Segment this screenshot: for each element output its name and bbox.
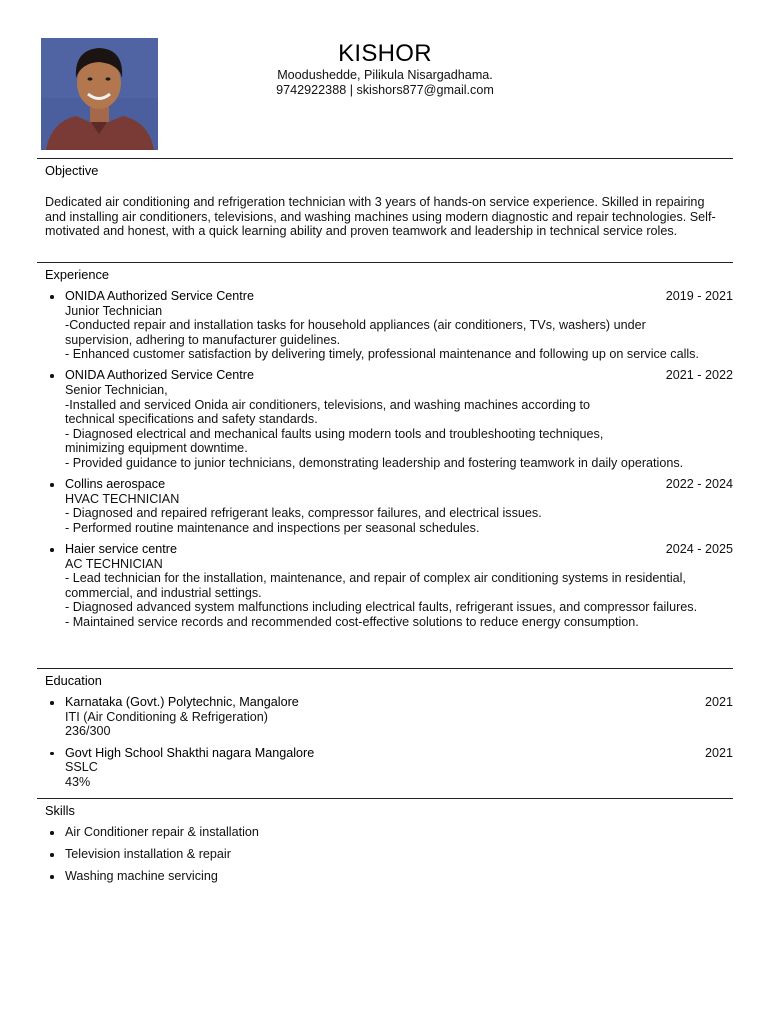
objective-heading: Objective bbox=[45, 163, 99, 178]
skills-list bbox=[37, 825, 733, 884]
experience-detail: - Enhanced customer satisfaction by delivering timely, professional maintenance and following up on service calls. bbox=[65, 347, 699, 362]
education-item bbox=[37, 695, 733, 739]
experience-role: Junior Technician bbox=[65, 303, 163, 318]
experience-role: HVAC TECHNICIAN bbox=[65, 491, 180, 506]
experience-role: Senior Technician, bbox=[65, 383, 168, 398]
skill-item: Television installation & repair bbox=[37, 847, 733, 862]
objective-section bbox=[37, 158, 733, 239]
experience-detail: -Installed and serviced Onida air conditioners, televisions, and washing machines according to technical specifications and safety standards. bbox=[65, 397, 591, 427]
experience-detail: - Performed routine maintenance and inspections per seasonal schedules. bbox=[65, 520, 480, 535]
education-school: Govt High School Shakthi nagara Mangalore bbox=[65, 745, 315, 760]
education-course: ITI (Air Conditioning & Refrigeration) bbox=[65, 709, 268, 724]
experience-detail: - Diagnosed and repaired refrigerant leaks, compressor failures, and electrical issues. bbox=[65, 506, 542, 521]
experience-company: ONIDA Authorized Service Centre bbox=[65, 289, 254, 303]
experience-section bbox=[37, 262, 733, 630]
experience-dates: 2021 - 2022 bbox=[665, 368, 733, 383]
experience-detail: - Lead technician for the installation, maintenance, and repair of complex air conditioning systems in residential, commercial, and industrial settings. bbox=[65, 571, 686, 600]
candidate-name: KISHOR bbox=[338, 40, 432, 67]
experience-dates: 2019 - 2021 bbox=[665, 289, 733, 303]
education-course: SSLC bbox=[65, 760, 98, 775]
experience-heading: Experience bbox=[45, 267, 110, 282]
experience-dates: 2024 - 2025 bbox=[665, 542, 733, 556]
experience-company: ONIDA Authorized Service Centre bbox=[65, 368, 254, 383]
skill-item: Washing machine servicing bbox=[37, 869, 733, 884]
skills-section bbox=[37, 798, 733, 891]
education-list bbox=[37, 695, 733, 790]
profile-photo bbox=[41, 38, 158, 150]
experience-role: AC TECHNICIAN bbox=[65, 556, 163, 571]
experience-detail: - Provided guidance to junior technicians, demonstrating leadership and fostering teamwork in daily operations. bbox=[65, 456, 684, 471]
profile-photo-image bbox=[41, 38, 158, 150]
education-year: 2021 bbox=[704, 695, 733, 709]
education-heading: Education bbox=[45, 673, 102, 688]
experience-list bbox=[37, 289, 733, 630]
address: Moodushedde, Pilikula Nisargadhama. bbox=[277, 68, 493, 82]
experience-item bbox=[37, 542, 733, 630]
phone-email: 9742922388 | skishors877@gmail.com bbox=[276, 83, 494, 97]
education-year: 2021 bbox=[704, 745, 733, 760]
header bbox=[230, 40, 540, 98]
experience-company: Haier service centre bbox=[65, 542, 177, 556]
experience-item bbox=[37, 289, 733, 362]
experience-detail: -Conducted repair and installation tasks for household appliances (air conditioners, TVs, washers) under supervision, adhering to manufacturer guidelines. bbox=[65, 318, 646, 347]
education-school: Karnataka (Govt.) Polytechnic, Mangalore bbox=[65, 695, 299, 709]
skill-item: Air Conditioner repair & installation bbox=[37, 825, 733, 840]
experience-item bbox=[37, 368, 733, 470]
experience-company: Collins aerospace bbox=[65, 477, 166, 492]
objective-text: Dedicated air conditioning and refrigeration technician with 3 years of hands-on service experience. Skilled in repairing and installing air conditioners, televisions, and washing machines using modern diagnostic and repair technologies. Self-motivated and honest, with a quick learning ability and proven teamwork and leadership in technical service roles. bbox=[45, 195, 716, 239]
experience-detail: - Maintained service records and recommended cost-effective solutions to reduce energy consumption. bbox=[65, 614, 639, 629]
education-item bbox=[37, 746, 733, 790]
experience-dates: 2022 - 2024 bbox=[665, 477, 733, 492]
education-section bbox=[37, 668, 733, 790]
experience-item bbox=[37, 477, 733, 535]
skills-heading: Skills bbox=[45, 803, 75, 818]
experience-detail: - Diagnosed electrical and mechanical faults using modern tools and troubleshooting techniques, minimizing equipment downtime. bbox=[65, 426, 604, 456]
education-score: 43% bbox=[65, 774, 91, 789]
education-score: 236/300 bbox=[65, 724, 111, 739]
experience-detail: - Diagnosed advanced system malfunctions including electrical faults, refrigerant issues, and compressor failures. bbox=[65, 600, 698, 615]
